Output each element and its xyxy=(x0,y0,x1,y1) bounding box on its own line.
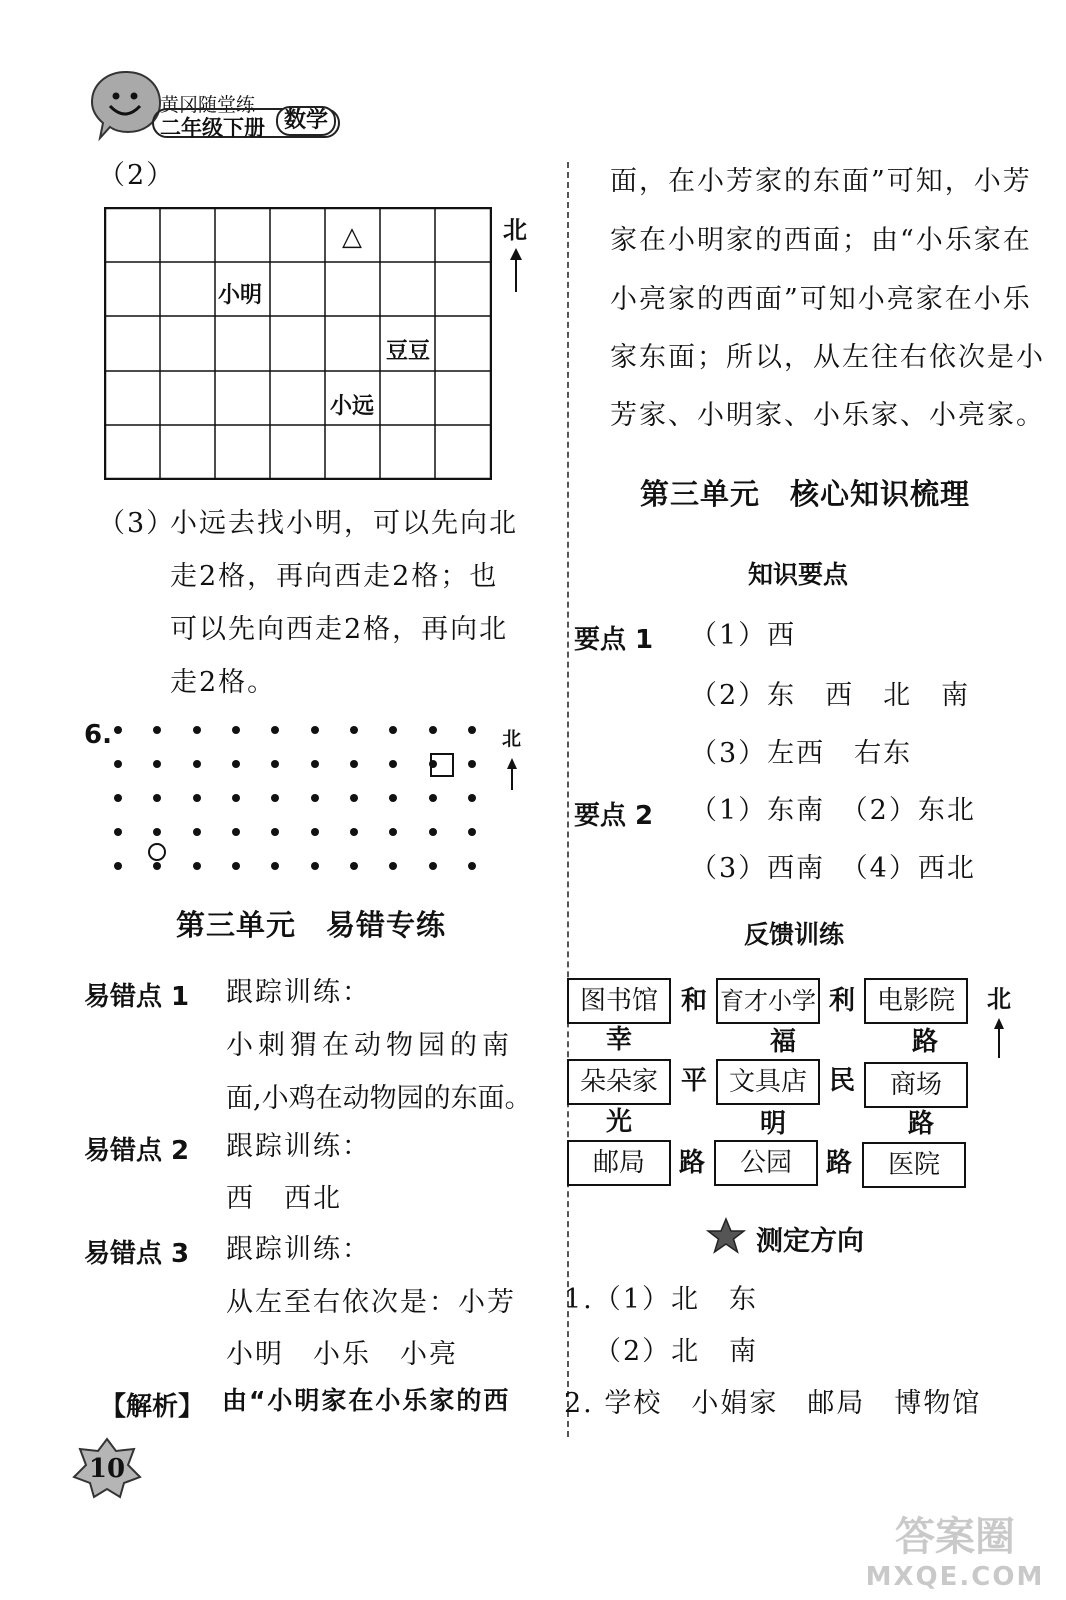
answer-1-1: 1.（1）北 东 xyxy=(564,1284,758,1315)
point-2-row-1: （1）东南 （2）东北 xyxy=(690,795,976,826)
dot-grid xyxy=(108,720,498,880)
map-library: 图书馆 xyxy=(567,978,671,1024)
map-road-li: 利 xyxy=(829,986,856,1016)
subject-label: 数学 xyxy=(276,106,336,136)
grade-label: 二年级下册 xyxy=(160,116,265,140)
error-section-title: 第三单元 易错专练 xyxy=(176,908,447,942)
analysis-cont-line-1: 面，在小芳家的东面”可知，小芳 xyxy=(610,166,1032,197)
map-road-he: 和 xyxy=(681,986,708,1016)
page-number: 10 xyxy=(88,1454,126,1484)
error-point-3-label: 易错点 3 xyxy=(84,1239,190,1269)
star-icon xyxy=(706,1217,746,1255)
map-mall: 商场 xyxy=(864,1062,968,1108)
map-yucai-school: 育才小学 xyxy=(716,978,820,1024)
map-cinema: 电影院 xyxy=(864,978,968,1024)
error-point-3-line-1: 跟踪训练： xyxy=(226,1234,371,1265)
watermark-url: MXQE.COM xyxy=(865,1562,1045,1592)
answer-1-2: （2）北 南 xyxy=(594,1336,759,1367)
map-post-office: 邮局 xyxy=(567,1140,671,1186)
q6-number: 6. xyxy=(84,720,112,750)
map-north-arrow-icon xyxy=(989,1016,1009,1060)
map-stationery-store: 文具店 xyxy=(716,1059,820,1105)
analysis-cont-line-5: 芳家、小明家、小乐家、小亮家。 xyxy=(610,400,1045,431)
grid-doudou: 豆豆 xyxy=(386,339,431,364)
watermark-text: 答案圈 xyxy=(895,1514,1015,1560)
point-1-row-2: （2）东 西 北 南 xyxy=(690,680,971,711)
point-2-row-2: （3）西南 （4）西北 xyxy=(690,853,976,884)
error-point-2-line-2: 西 西北 xyxy=(226,1183,342,1214)
grid-xiaoming: 小明 xyxy=(218,283,263,308)
analysis-text: 由“小明家在小乐家的西 xyxy=(222,1386,511,1415)
core-section-title: 第三单元 核心知识梳理 xyxy=(640,477,971,511)
map-north-label: 北 xyxy=(987,985,1011,1013)
dot-grid-north-label: 北 xyxy=(502,728,522,750)
watermark xyxy=(850,1505,1060,1595)
triangle-marker-icon: △ xyxy=(342,222,362,252)
map-road-lu-1: 路 xyxy=(912,1027,939,1057)
map-road-fu: 福 xyxy=(770,1027,797,1057)
column-divider xyxy=(567,162,569,1437)
map-hospital: 医院 xyxy=(862,1142,966,1188)
point-1-label: 要点 1 xyxy=(574,625,654,655)
q5-3-line-1: 小远去找小明，可以先向北 xyxy=(170,508,518,539)
analysis-cont-line-3: 小亮家的西面”可知小亮家在小乐 xyxy=(610,284,1032,315)
error-point-2-line-1: 跟踪训练： xyxy=(226,1131,371,1162)
q5-3-line-2: 走2格，再向西走2格；也 xyxy=(170,561,499,592)
grid-north-label: 北 xyxy=(503,216,527,244)
smiley-logo-icon xyxy=(88,68,164,144)
answer-2: 2. 学校 小娟家 邮局 博物馆 xyxy=(564,1388,982,1419)
map-road-ming: 明 xyxy=(760,1109,787,1139)
direction-grid xyxy=(104,207,492,480)
feedback-title: 反馈训练 xyxy=(744,920,845,949)
error-point-1-line-2: 小刺猬在动物园的南 xyxy=(226,1030,514,1061)
error-point-3-line-2: 从左至右依次是：小芳 xyxy=(226,1287,516,1318)
map-road-xing: 幸 xyxy=(606,1025,633,1055)
grid-xiaoyuan: 小远 xyxy=(330,394,375,419)
error-point-1-line-1: 跟踪训练： xyxy=(226,977,371,1008)
map-road-ping: 平 xyxy=(681,1066,708,1096)
error-point-3-line-3: 小明 小乐 小亮 xyxy=(226,1339,458,1370)
point-1-row-3: （3）左西 右东 xyxy=(690,738,913,769)
map-road-guang: 光 xyxy=(606,1107,633,1137)
direction-title: 测定方向 xyxy=(756,1226,864,1257)
series-title: 黄冈随堂练 xyxy=(160,94,256,116)
north-arrow-icon xyxy=(506,246,526,294)
dot-grid-north-arrow-icon xyxy=(502,756,522,792)
map-duoduo-home: 朵朵家 xyxy=(567,1059,671,1105)
error-point-1-line-3: 面,小鸡在动物园的东面。 xyxy=(226,1083,532,1114)
map-road-lu-4: 路 xyxy=(826,1148,853,1178)
analysis-cont-line-2: 家在小明家的西面；由“小乐家在 xyxy=(610,225,1032,256)
point-2-label: 要点 2 xyxy=(574,801,654,831)
q5-3-line-4: 走2格。 xyxy=(170,667,277,698)
analysis-tag: 【解析】 xyxy=(100,1392,205,1422)
map-road-min: 民 xyxy=(829,1066,856,1096)
knowledge-points-title: 知识要点 xyxy=(748,560,849,589)
map-road-lu-2: 路 xyxy=(908,1109,935,1139)
point-1-row-1: （1）西 xyxy=(690,620,797,651)
map-road-lu-3: 路 xyxy=(679,1148,706,1178)
map-park: 公园 xyxy=(714,1140,818,1186)
error-point-2-label: 易错点 2 xyxy=(84,1136,190,1166)
q5-2-label: （2） xyxy=(98,160,176,191)
q5-3-line-3: 可以先向西走2格，再向北 xyxy=(170,614,509,645)
error-point-1-label: 易错点 1 xyxy=(84,982,190,1012)
q5-3-label: （3） xyxy=(98,508,176,539)
analysis-cont-line-4: 家东面；所以，从左往右依次是小 xyxy=(610,342,1045,373)
